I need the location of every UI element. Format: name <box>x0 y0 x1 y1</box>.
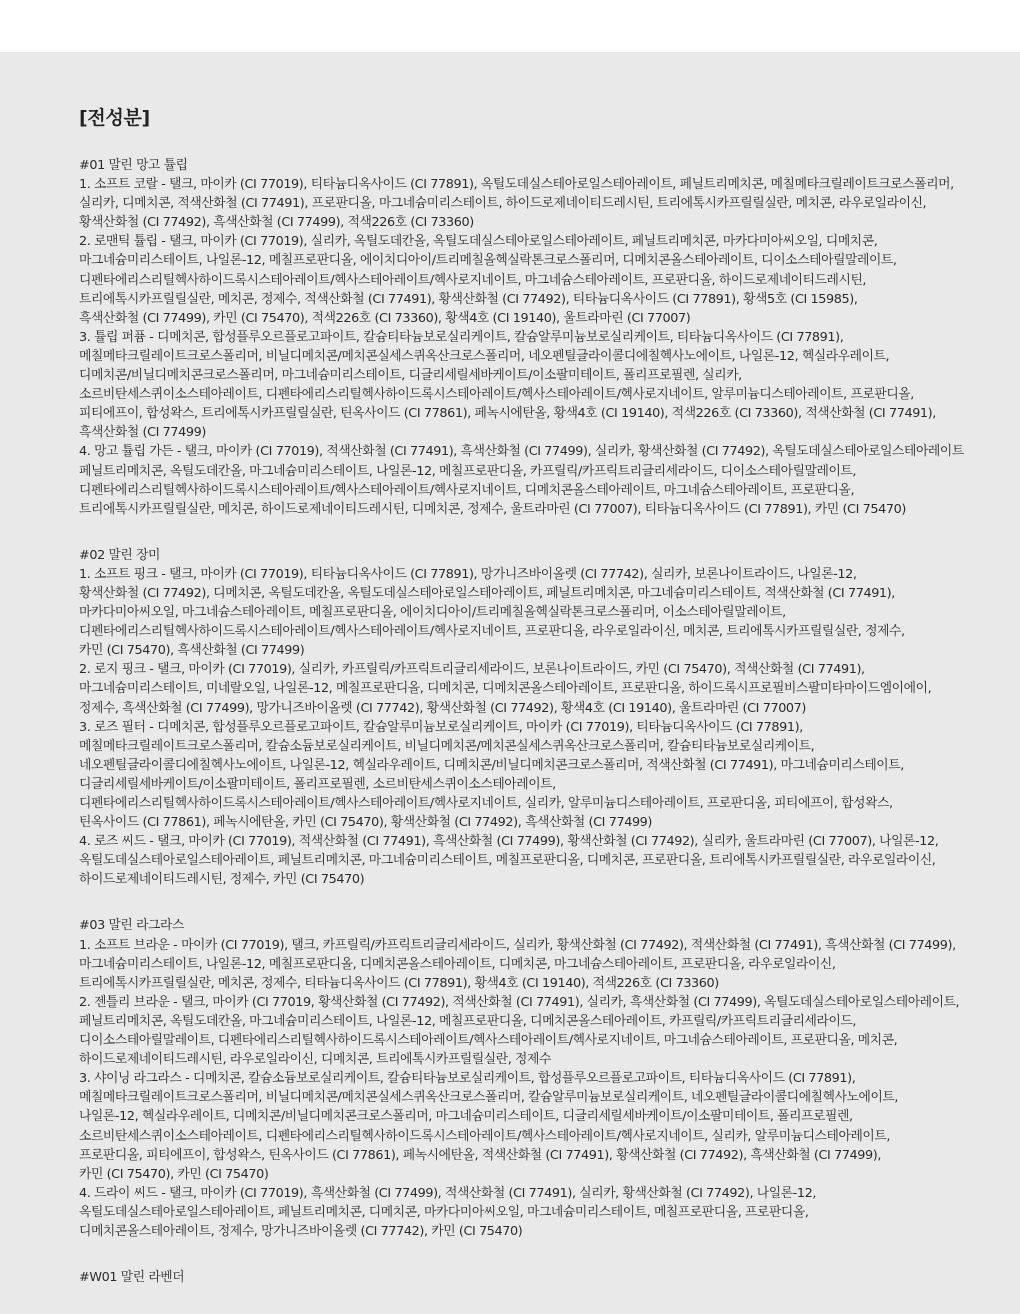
ingredient-line: 메칠메타크릴레이트크로스폴리머, 칼슘소듐보로실리케이트, 비닐디메치콘/메치콘실세스퀴옥산크로스폴리머, 칼슘티타늄보로실리케이트, <box>79 738 815 754</box>
ingredient-line: 틴옥사이드 (CI 77861), 페녹시에탄올, 카민 (CI 75470), 황색산화철 (CI 77492), 흑색산화철 (CI 77499) <box>79 815 653 831</box>
ingredient-line: 디메치콘올스테아레이트, 정제수, 망가니즈바이올렛 (CI 77742), 카민 (CI 75470) <box>79 1223 523 1239</box>
ingredient-line: 정제수, 흑색산화철 (CI 77499), 망가니즈바이올렛 (CI 77742), 황색산화철 (CI 77492), 황색4호 (CI 19140), 울트라마린 (CI 77007) <box>79 700 807 716</box>
ingredient-line: 하이드로제네이티드레시틴, 라우로일라이신, 디메치콘, 트리에톡시카프릴릴실란, 정제수 <box>79 1052 551 1068</box>
ingredient-line: 카민 (CI 75470), 흑색산화철 (CI 77499) <box>79 643 305 659</box>
ingredient-line: 2. 젠틀리 브라운 - 탤크, 마이카 (CI 77019, 황색산화철 (CI 77492), 적색산화철 (CI 77491), 실리카, 흑색산화철 (CI 77499), 옥틸도데실스테아로일스테아레이트, <box>79 994 960 1010</box>
ingredient-line: 네오펜틸글라이콜디에칠헥사노에이트, 나일론-12, 헥실라우레이트, 디메치콘/비닐디메치콘크로스폴리머, 적색산화철 (CI 77491), 마그네슘미리스테이트, <box>79 757 904 773</box>
ingredient-line: 1. 소프트 브라운 - 마이카 (CI 77019), 탤크, 카프릴릭/카프릭트리글리세라이드, 실리카, 황색산화철 (CI 77492), 적색산화철 (CI 77491), 흑색산화철 (CI 77499), <box>79 937 956 953</box>
section-title: #02 말린 장미 <box>79 547 160 563</box>
ingredient-line: 마그네슘미리스테이트, 미네랄오일, 나일론-12, 메칠프로판디올, 디메치콘, 디메치콘올스테아레이트, 프로판디올, 하이드록시프로필비스팔미타마이드엠이에이, <box>79 681 932 697</box>
ingredients-heading: [전성분] <box>79 107 150 129</box>
ingredient-line: 페닐트리메치콘, 옥틸도데칸올, 마그네슘미리스테이트, 나일론-12, 메칠프로판디올, 카프릴릭/카프릭트리글리세라이드, 디이소스테아릴말레이트, <box>79 463 857 479</box>
ingredient-line: 실리카, 디메치콘, 적색산화철 (CI 77491), 프로판디올, 마그네슘미리스테이트, 하이드로제네이티드레시틴, 트리에톡시카프릴릴실란, 메치콘, 라우로일라이신, <box>79 196 927 212</box>
ingredient-line: 3. 로즈 필터 - 디메치콘, 합성플루오르플로고파이트, 칼슘알루미늄보로실리케이트, 마이카 (CI 77019), 티타늄디옥사이드 (CI 77891), <box>79 719 803 735</box>
ingredient-line: 메칠메타크릴레이트크로스폴리머, 비닐디메치콘/메치콘실세스퀴옥산크로스폴리머, 칼슘알루미늄보로실리케이트, 네오펜틸글라이콜디에칠헥사노에이트, <box>79 1090 899 1106</box>
ingredient-section <box>79 546 959 890</box>
ingredient-line: 하이드로제네이티드레시틴, 정제수, 카민 (CI 75470) <box>79 872 365 888</box>
ingredient-line: 4. 망고 튤립 가든 - 탤크, 마이카 (CI 77019), 적색산화철 (CI 77491), 흑색산화철 (CI 77499), 실리카, 황색산화철 (CI 77492), 옥틸도데실스테아로일스테아레이트 <box>79 444 964 460</box>
ingredient-section <box>79 916 959 1241</box>
ingredient-line: 옥틸도데실스테아로일스테아레이트, 페닐트리메치콘, 디메치콘, 마카다미아씨오일, 마그네슘미리스테이트, 메칠프로판디올, 프로판디올, <box>79 1204 809 1220</box>
ingredient-line: 나일론-12, 헥실라우레이트, 디메치콘/비닐디메치콘크로스폴리머, 마그네슘미리스테이트, 디글리세릴세바케이트/이소팔미테이트, 폴리프로필렌, <box>79 1109 853 1125</box>
section-title: #03 말린 라그라스 <box>79 918 184 934</box>
ingredient-line: 소르비탄세스퀴이소스테아레이트, 디펜타에리스리틸헥사하이드록시스테아레이트/헥사스테아레이트/헥사로지네이트, 실리카, 알루미늄디스테아레이트, <box>79 1128 891 1144</box>
ingredient-line: 1. 소프트 핑크 - 탤크, 마이카 (CI 77019), 티타늄디옥사이드 (CI 77891), 망가니즈바이올렛 (CI 77742), 실리카, 보론나이트라이드, 나일론-12, <box>79 566 857 582</box>
ingredient-line: 디이소스테아릴말레이트, 디펜타에리스리틸헥사하이드록시스테아레이트/헥사스테아레이트/헥사로지네이트, 마그네슘스테아레이트, 프로판디올, 메치콘, <box>79 1033 898 1049</box>
ingredient-line: 4. 로즈 씨드 - 탤크, 마이카 (CI 77019), 적색산화철 (CI 77491), 흑색산화철 (CI 77499), 황색산화철 (CI 77492), 실리카, 울트라마린 (CI 77007), 나일론-12, <box>79 834 939 850</box>
ingredient-line: 흑색산화철 (CI 77499), 카민 (CI 75470), 적색226호 (CI 73360), 황색4호 (CI 19140), 울트라마린 (CI 77007) <box>79 310 691 326</box>
ingredient-line: 페닐트리메치콘, 옥틸도데칸올, 마그네슘미리스테이트, 나일론-12, 메칠프로판디올, 디메치콘올스테아레이트, 카프릴릭/카프릭트리글리세라이드, <box>79 1013 857 1029</box>
top-white-band <box>0 0 1020 52</box>
section-title: #W01 말린 라벤더 <box>79 1270 185 1286</box>
ingredient-line: 1. 소프트 코랄 - 탤크, 마이카 (CI 77019), 티타늄디옥사이드 (CI 77891), 옥틸도데실스테아로일스테아레이트, 페닐트리메치콘, 메칠메타크릴레이트크로스폴리머, <box>79 177 954 193</box>
ingredient-line: 4. 드라이 씨드 - 탤크, 마이카 (CI 77019), 흑색산화철 (CI 77499), 적색산화철 (CI 77491), 실리카, 황색산화철 (CI 77492), 나일론-12, <box>79 1185 817 1201</box>
ingredient-line: 디펜타에리스리틸헥사하이드록시스테아레이트/헥사스테아레이트/헥사로지네이트, 디메치콘올스테아레이트, 마그네슘스테아레이트, 프로판디올, <box>79 482 855 498</box>
ingredient-line: 마카다미아씨오일, 마그네슘스테아레이트, 메칠프로판디올, 에이치디아이/트리메칠올헥실락톤크로스폴리머, 이소스테아릴말레이트, <box>79 605 786 621</box>
ingredient-line: 3. 샤이닝 라그라스 - 디메치콘, 칼슘소듐보로실리케이트, 칼슘티타늄보로실리케이트, 합성플루오르플로고파이트, 티타늄디옥사이드 (CI 77891), <box>79 1071 856 1087</box>
ingredient-line: 프로판디올, 피티에프이, 합성왁스, 틴옥사이드 (CI 77861), 페녹시에탄올, 적색산화철 (CI 77491), 황색산화철 (CI 77492), 흑색산화철 (CI 77499), <box>79 1147 882 1163</box>
ingredient-line: 마그네슘미리스테이트, 나일론-12, 메칠프로판디올, 디메치콘올스테아레이트, 디메치콘, 마그네슘스테아레이트, 프로판디올, 라우로일라이신, <box>79 956 836 972</box>
ingredient-line: 황색산화철 (CI 77492), 흑색산화철 (CI 77499), 적색226호 (CI 73360) <box>79 215 474 231</box>
ingredient-line: 디펜타에리스리틸헥사하이드록시스테아레이트/헥사스테아레이트/헥사로지네이트, 프로판디올, 라우로일라이신, 메치콘, 트리에톡시카프릴릴실란, 정제수, <box>79 624 905 640</box>
ingredient-line: 옥틸도데실스테아로일스테아레이트, 페닐트리메치콘, 마그네슘미리스테이트, 메칠프로판디올, 디메치콘, 프로판디올, 트리에톡시카프릴릴실란, 라우로일라이신, <box>79 853 936 869</box>
ingredient-line: 카민 (CI 75470), 카민 (CI 75470) <box>79 1166 269 1182</box>
ingredient-line: 디글리세릴세바케이트/이소팔미테이트, 폴리프로필렌, 소르비탄세스퀴이소스테아레이트, <box>79 776 556 792</box>
ingredients-content <box>79 105 964 1314</box>
ingredient-line: 트리에톡시카프릴릴실란, 메치콘, 정제수, 티타늄디옥사이드 (CI 77891), 황색4호 (CI 19140), 적색226호 (CI 73360) <box>79 975 719 991</box>
ingredient-line: 3. 튤립 퍼퓸 - 디메치콘, 합성플루오르플로고파이트, 칼슘티타늄보로실리케이트, 칼슘알루미늄보로실리케이트, 티타늄디옥사이드 (CI 77891), <box>79 329 844 345</box>
ingredient-line: 마그네슘미리스테이트, 나일론-12, 메칠프로판디올, 에이치디아이/트리메칠올헥실락톤크로스폴리머, 디메치콘올스테아레이트, 디이소스테아릴말레이트, <box>79 253 897 269</box>
ingredient-section <box>79 156 964 519</box>
ingredient-section <box>79 1268 959 1287</box>
ingredient-line: 트리에톡시카프릴릴실란, 메치콘, 하이드로제네이티드레시틴, 디메치콘, 정제수, 울트라마린 (CI 77007), 티타늄디옥사이드 (CI 77891), 카민 (CI 75470) <box>79 501 906 517</box>
ingredient-sections <box>79 156 964 1287</box>
ingredient-line: 2. 로맨틱 튤립 - 탤크, 마이카 (CI 77019), 실리카, 옥틸도데칸올, 옥틸도데실스테아로일스테아레이트, 페닐트리메치콘, 마카다미아씨오일, 디메치콘, <box>79 234 878 250</box>
ingredient-line: 디펜타에리스리틸헥사하이드록시스테아레이트/헥사스테아레이트/헥사로지네이트, 실리카, 알루미늄디스테아레이트, 프로판디올, 피티에프이, 합성왁스, <box>79 796 893 811</box>
ingredient-line: 황색산화철 (CI 77492), 디메치콘, 옥틸도데칸올, 옥틸도데실스테아로일스테아레이트, 페닐트리메치콘, 마그네슘미리스테이트, 적색산화철 (CI 77491), <box>79 585 895 601</box>
ingredient-line: 흑색산화철 (CI 77499) <box>79 425 206 441</box>
section-title: #01 말린 망고 튤립 <box>79 158 188 173</box>
ingredient-line: 피티에프이, 합성왁스, 트리에톡시카프릴릴실란, 틴옥사이드 (CI 77861), 페녹시에탄올, 황색4호 (CI 19140), 적색226호 (CI 73360), 적색산화철 (CI 77491), <box>79 406 936 422</box>
ingredient-line: 메칠메타크릴레이트크로스폴리머, 비닐디메치콘/메치콘실세스퀴옥산크로스폴리머, 네오펜틸글라이콜디에칠헥사노에이트, 나일론-12, 헥실라우레이트, <box>79 348 890 364</box>
ingredient-line: 디메치콘/비닐디메치콘크로스폴리머, 마그네슘미리스테이트, 디글리세릴세바케이트/이소팔미테이트, 폴리프로필렌, 실리카, <box>79 368 742 384</box>
ingredient-line: 디펜타에리스리틸헥사하이드록시스테아레이트/헥사스테아레이트/헥사로지네이트, 마그네슘스테아레이트, 프로판디올, 하이드로제네이티드레시틴, <box>79 272 867 288</box>
ingredient-line: 2. 로지 핑크 - 탤크, 마이카 (CI 77019), 실리카, 카프릴릭/카프릭트리글리세라이드, 보론나이트라이드, 카민 (CI 75470), 적색산화철 (CI 77491), <box>79 662 865 678</box>
ingredient-line: 트리에톡시카프릴릴실란, 메치콘, 정제수, 적색산화철 (CI 77491), 황색산화철 (CI 77492), 티타늄디옥사이드 (CI 77891), 황색5호 (CI 15985), <box>79 291 858 307</box>
ingredient-line: 소르비탄세스퀴이소스테아레이트, 디펜타에리스리틸헥사하이드록시스테아레이트/헥사스테아레이트/헥사로지네이트, 알루미늄디스테아레이트, 프로판디올, <box>79 387 914 403</box>
